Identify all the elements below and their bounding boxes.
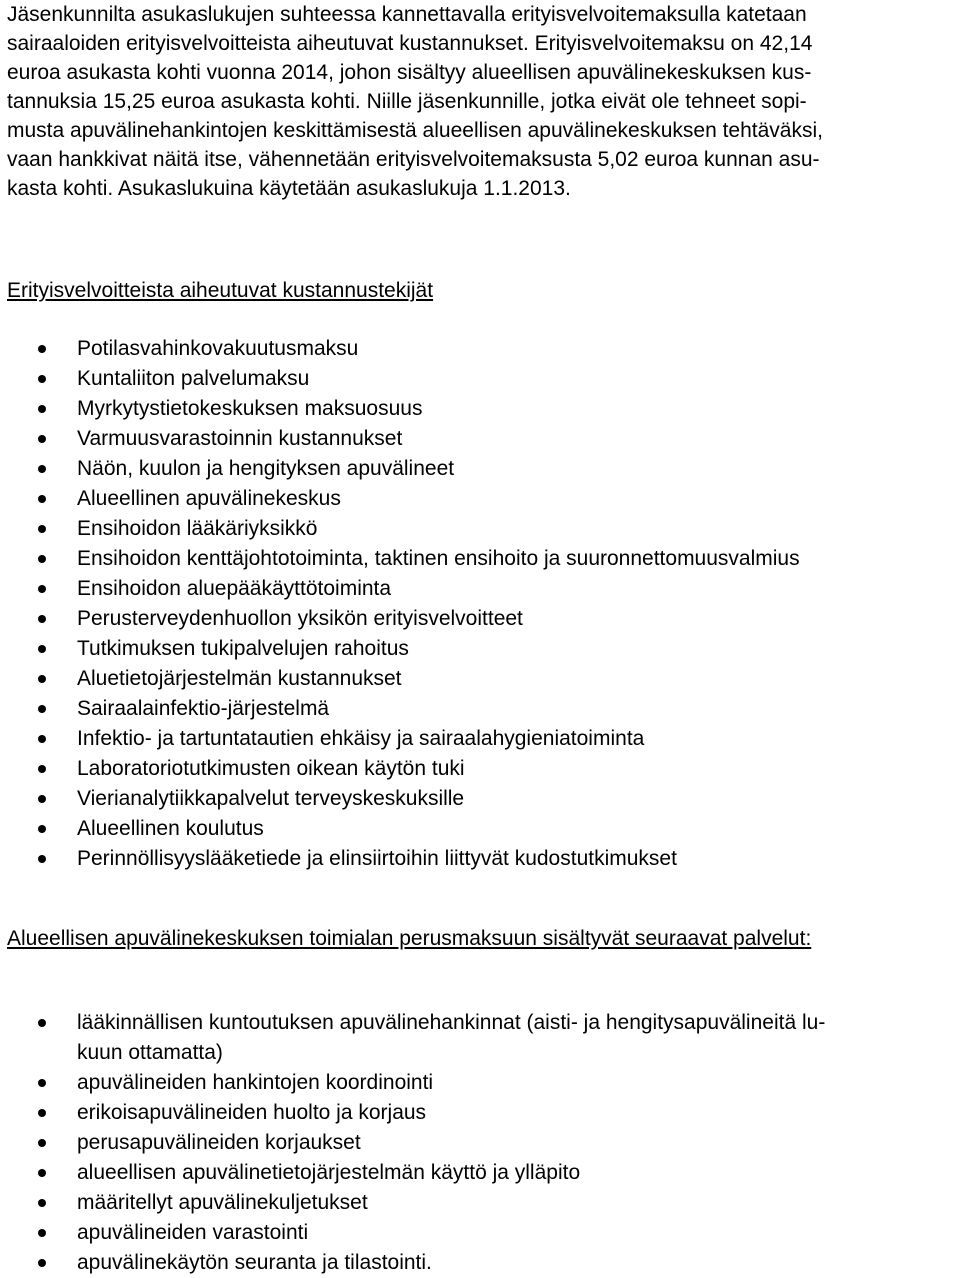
bullet-icon (38, 795, 46, 803)
cost-factor-item (0, 454, 952, 484)
bullet-icon (38, 705, 46, 713)
list-item-text: Myrkytystietokeskuksen maksuosuus (77, 397, 423, 420)
cost-factor-item (0, 514, 952, 544)
list-item-text: apuvälineiden hankintojen koordinointi (77, 1071, 434, 1094)
cost-factor-item (0, 364, 952, 394)
service-item (0, 1098, 952, 1128)
bullet-icon (38, 1229, 46, 1237)
cost-factor-item (0, 334, 952, 364)
bullet-icon (38, 1019, 46, 1027)
bullet-icon (38, 405, 46, 413)
cost-factor-item (0, 844, 952, 874)
bullet-icon (38, 1199, 46, 1207)
list-item-text: Perinnöllisyyslääketiede ja elinsiirtoihin liittyvät kudostutkimukset (77, 847, 677, 870)
cost-factor-item (0, 814, 952, 844)
service-item (0, 1218, 952, 1248)
bullet-icon (38, 465, 46, 473)
bullet-icon (38, 525, 46, 533)
bullet-icon (38, 735, 46, 743)
bullet-icon (38, 1259, 46, 1267)
cost-factor-item (0, 784, 952, 814)
service-item (0, 1158, 952, 1188)
list-item-text: lääkinnällisen kuntoutuksen apuvälinehankinnat (aisti- ja hengitysapuvälineitä lu- kuun ottamatta) (77, 1011, 826, 1064)
bullet-icon (38, 375, 46, 383)
list-item-text: apuvälinekäytön seuranta ja tilastointi. (77, 1251, 432, 1274)
list-item-text: Alueellinen koulutus (77, 817, 264, 840)
list-item-text: Ensihoidon lääkäriyksikkö (77, 517, 318, 540)
cost-factors-list (0, 334, 960, 874)
bullet-icon (38, 675, 46, 683)
list-item-text: Alueellinen apuvälinekeskus (77, 487, 341, 510)
cost-factor-item (0, 634, 952, 664)
bullet-icon (38, 765, 46, 773)
service-item (0, 1248, 952, 1278)
list-item-text: Näön, kuulon ja hengityksen apuvälineet (77, 457, 455, 480)
section-heading-services: Alueellisen apuvälinekeskuksen toimialan perusmaksuun sisältyvät seuraavat palvelut: (7, 927, 812, 950)
cost-factor-item (0, 574, 952, 604)
service-item (0, 1128, 952, 1158)
bullet-icon (38, 555, 46, 563)
list-item-text: Ensihoidon aluepääkäyttötoiminta (77, 577, 392, 600)
bullet-icon (38, 495, 46, 503)
bullet-icon (38, 1169, 46, 1177)
list-item-text: Sairaalainfektio-järjestelmä (77, 697, 330, 720)
service-item (0, 1188, 952, 1218)
intro-paragraph: Jäsenkunnilta asukaslukujen suhteessa kannettavalla erityisvelvoitemaksulla katetaan sairaaloiden erityisvelvoitteista aiheutuvat kustannukset. Erityisvelvoitemaksu on 42,14 euroa asukasta kohti vuonna 2014, johon sisältyy alueellisen apuvälinekeskuksen kus- tannuksia 15,25 euroa asukasta kohti. Niille jäsenkunnille, jotka eivät ole tehneet sopi- musta apuvälinehankintojen keskittämisestä alueellisen apuvälinekeskuksen tehtäväksi, vaan hankkivat näitä itse, vähennetään erityisvelvoitemaksusta 5,02 euroa kunnan asu- kasta kohti. Asukaslukuina käytetään asukaslukuja 1.1.2013. (7, 3, 823, 200)
bullet-icon (38, 855, 46, 863)
cost-factor-item (0, 424, 952, 454)
bullet-icon (38, 345, 46, 353)
bullet-icon (38, 1139, 46, 1147)
cost-factor-item (0, 694, 952, 724)
bullet-icon (38, 825, 46, 833)
list-item-text: Perusterveydenhuollon yksikön erityisvelvoitteet (77, 607, 523, 630)
list-item-text: Laboratoriotutkimusten oikean käytön tuki (77, 757, 465, 780)
list-item-text: Potilasvahinkovakuutusmaksu (77, 337, 359, 360)
list-item-text: Ensihoidon kenttäjohtotoiminta, taktinen ensihoito ja suuronnettomuusvalmius (77, 547, 800, 570)
cost-factor-item (0, 724, 952, 754)
list-item-text: erikoisapuvälineiden huolto ja korjaus (77, 1101, 427, 1124)
service-item (0, 1008, 952, 1068)
cost-factor-item (0, 604, 952, 634)
cost-factor-item (0, 394, 952, 424)
services-list (0, 1008, 960, 1278)
bullet-icon (38, 615, 46, 623)
list-item-text: Tutkimuksen tukipalvelujen rahoitus (77, 637, 409, 660)
section-heading-cost-factors: Erityisvelvoitteista aiheutuvat kustannustekijät (7, 279, 434, 302)
list-item-text: alueellisen apuvälinetietojärjestelmän käyttö ja ylläpito (77, 1161, 581, 1184)
cost-factor-item (0, 664, 952, 694)
list-item-text: määritellyt apuvälinekuljetukset (77, 1191, 368, 1214)
service-item (0, 1068, 952, 1098)
list-item-text: Aluetietojärjestelmän kustannukset (77, 667, 402, 690)
list-item-text: apuvälineiden varastointi (77, 1221, 309, 1244)
list-item-text: Vierianalytiikkapalvelut terveyskeskuksille (77, 787, 465, 810)
list-item-text: Varmuusvarastoinnin kustannukset (77, 427, 403, 450)
list-item-text: perusapuvälineiden korjaukset (77, 1131, 361, 1154)
bullet-icon (38, 645, 46, 653)
bullet-icon (38, 1109, 46, 1117)
bullet-icon (38, 435, 46, 443)
list-item-text: Kuntaliiton palvelumaksu (77, 367, 310, 390)
cost-factor-item (0, 754, 952, 784)
cost-factor-item (0, 484, 952, 514)
cost-factor-item (0, 544, 952, 574)
bullet-icon (38, 585, 46, 593)
list-item-text: Infektio- ja tartuntatautien ehkäisy ja sairaalahygieniatoiminta (77, 727, 645, 750)
bullet-icon (38, 1079, 46, 1087)
